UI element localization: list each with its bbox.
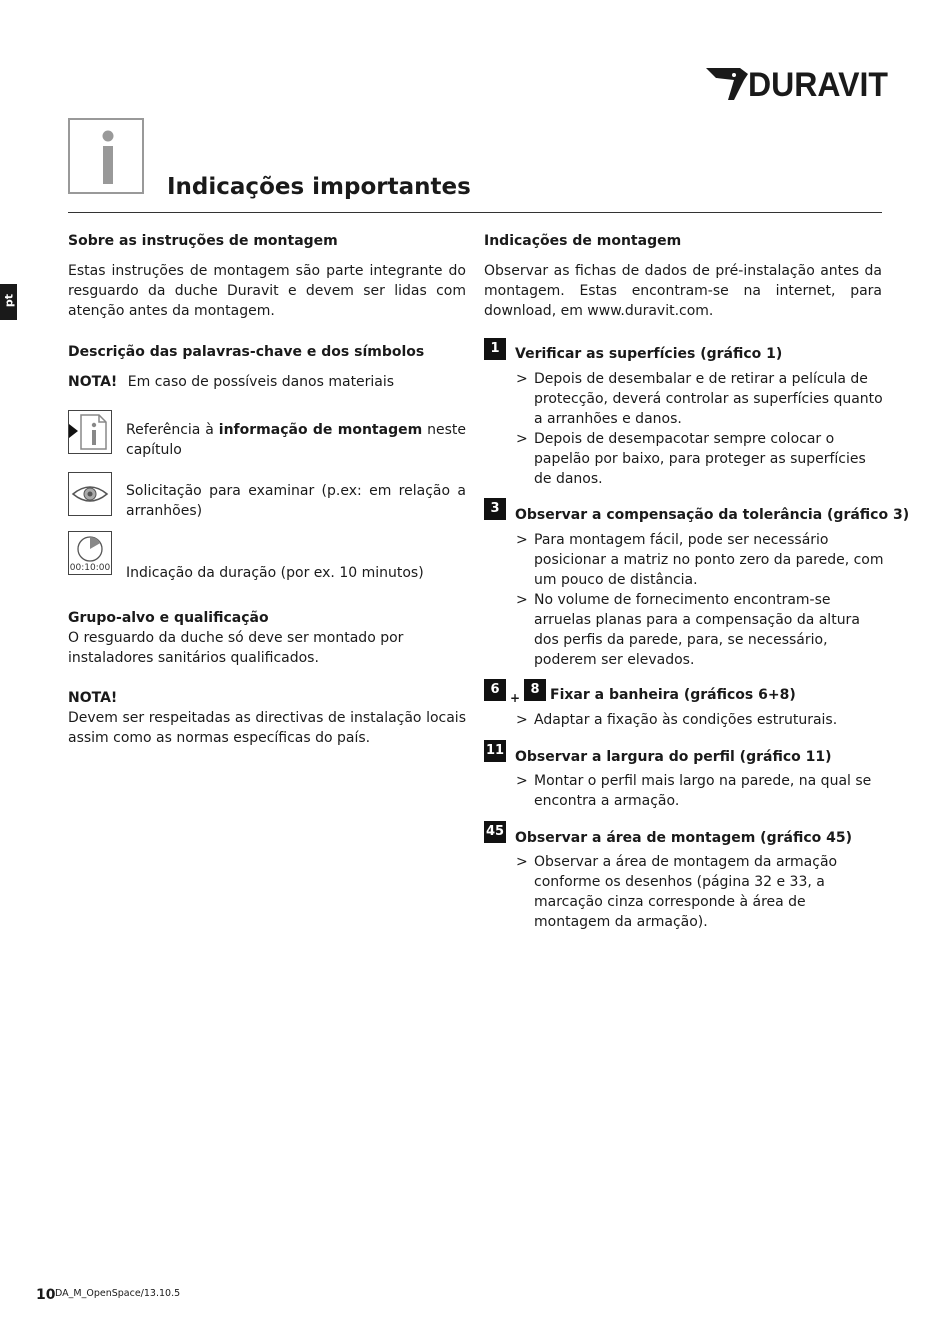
page-title: Indicações importantes — [167, 174, 471, 200]
symbol-info-description — [126, 420, 466, 460]
symbol-info-text-bold: informação de montagem — [218, 422, 423, 438]
document-code: DA_M_OpenSpace/13.10.5 — [55, 1288, 181, 1299]
list-item: > Depois de desembalar e de retirar a película de protecção, deverá controlar as superfícies quanto a arranhões e danos. — [514, 369, 884, 429]
step-badge: 11 — [484, 740, 506, 762]
symbol-info-text-pre: Referência à — [126, 422, 219, 438]
header-divider — [68, 212, 882, 213]
paragraph-assembly-instructions: Estas instruções de montagem são parte integrante do resguardo da duche Duravit e devem ser lidas com atenção antes da montagem. — [68, 263, 466, 319]
list-item: > Para montagem fácil, pode ser necessário posicionar a matriz no ponto zero da parede, com um pouco de distância. — [514, 530, 884, 590]
step-bullet-list — [514, 771, 884, 811]
nota-text: Em caso de possíveis danos materiais — [127, 374, 395, 390]
paragraph-assembly-notes: Observar as fichas de dados de pré-instalação antes da montagem. Estas encontram-se na internet, para download, em www.duravit.com. — [484, 263, 882, 319]
step-title: Observar a largura do perfil (gráfico 11) — [515, 749, 832, 765]
timer-icon — [68, 531, 112, 575]
heading-assembly-instructions: Sobre as instruções de montagem — [68, 233, 338, 249]
language-tab-label: pt — [2, 293, 16, 308]
step-bullet-list — [514, 369, 884, 489]
list-item: > No volume de fornecimento encontram-se arruelas planas para a compensação da altura dos perfis da parede, para, se necessário, poderem ser elevados. — [514, 590, 884, 670]
heading-target-group: Grupo-alvo e qualificação — [68, 610, 269, 626]
step-title: Fixar a banheira (gráficos 6+8) — [550, 687, 796, 703]
step-badge: 45 — [484, 821, 506, 843]
page-number: 10 — [36, 1287, 56, 1303]
nota-label: NOTA! — [68, 374, 118, 390]
brand-name: DURAVIT — [748, 66, 889, 104]
step-badge: 8 — [524, 679, 546, 701]
symbol-eye-description: Solicitação para examinar (p.ex: em relação a arranhões) — [126, 483, 466, 519]
info-reference-icon — [68, 410, 112, 454]
list-item: > Depois de desempacotar sempre colocar o papelão por baixo, para proteger as superfícies de danos. — [514, 429, 884, 489]
heading-assembly-notes: Indicações de montagem — [484, 233, 682, 249]
step-badge: 1 — [484, 338, 506, 360]
symbol-timer-description: Indicação da duração (por ex. 10 minutos) — [126, 565, 424, 581]
step-title: Observar a compensação da tolerância (gráfico 3) — [515, 507, 910, 523]
list-item: > Observar a área de montagem da armação conforme os desenhos (página 32 e 33, a marcação cinza corresponde à área de montagem da armação). — [514, 852, 884, 932]
step-bullet-list — [514, 852, 884, 932]
eye-icon — [68, 472, 112, 516]
step-bullet-list — [514, 710, 884, 730]
nota-line — [68, 372, 466, 392]
symbol-info-text-post: neste capítulo — [126, 422, 466, 458]
duravit-logo — [704, 60, 890, 106]
paragraph-target-group: O resguardo da duche só deve ser montado por instaladores sanitários qualificados. — [68, 630, 404, 666]
step-badge: 6 — [484, 679, 506, 701]
step-bullet-list — [514, 530, 884, 670]
list-item: > Montar o perfil mais largo na parede, na qual se encontra a armação. — [514, 771, 884, 811]
heading-note: NOTA! — [68, 690, 118, 706]
plus-sign: + — [510, 691, 521, 705]
step-title: Verificar as superfícies (gráfico 1) — [515, 346, 783, 362]
heading-keywords-symbols: Descrição das palavras-chave e dos símbolos — [68, 344, 425, 360]
step-title: Observar a área de montagem (gráfico 45) — [515, 830, 852, 846]
paragraph-note: Devem ser respeitadas as directivas de instalação locais assim como as normas específicas do país. — [68, 710, 466, 746]
list-item: > Adaptar a fixação às condições estruturais. — [514, 710, 884, 730]
info-icon — [68, 118, 144, 194]
step-badge: 3 — [484, 498, 506, 520]
language-tab — [0, 284, 17, 320]
timer-value: 00:10:00 — [69, 563, 111, 573]
